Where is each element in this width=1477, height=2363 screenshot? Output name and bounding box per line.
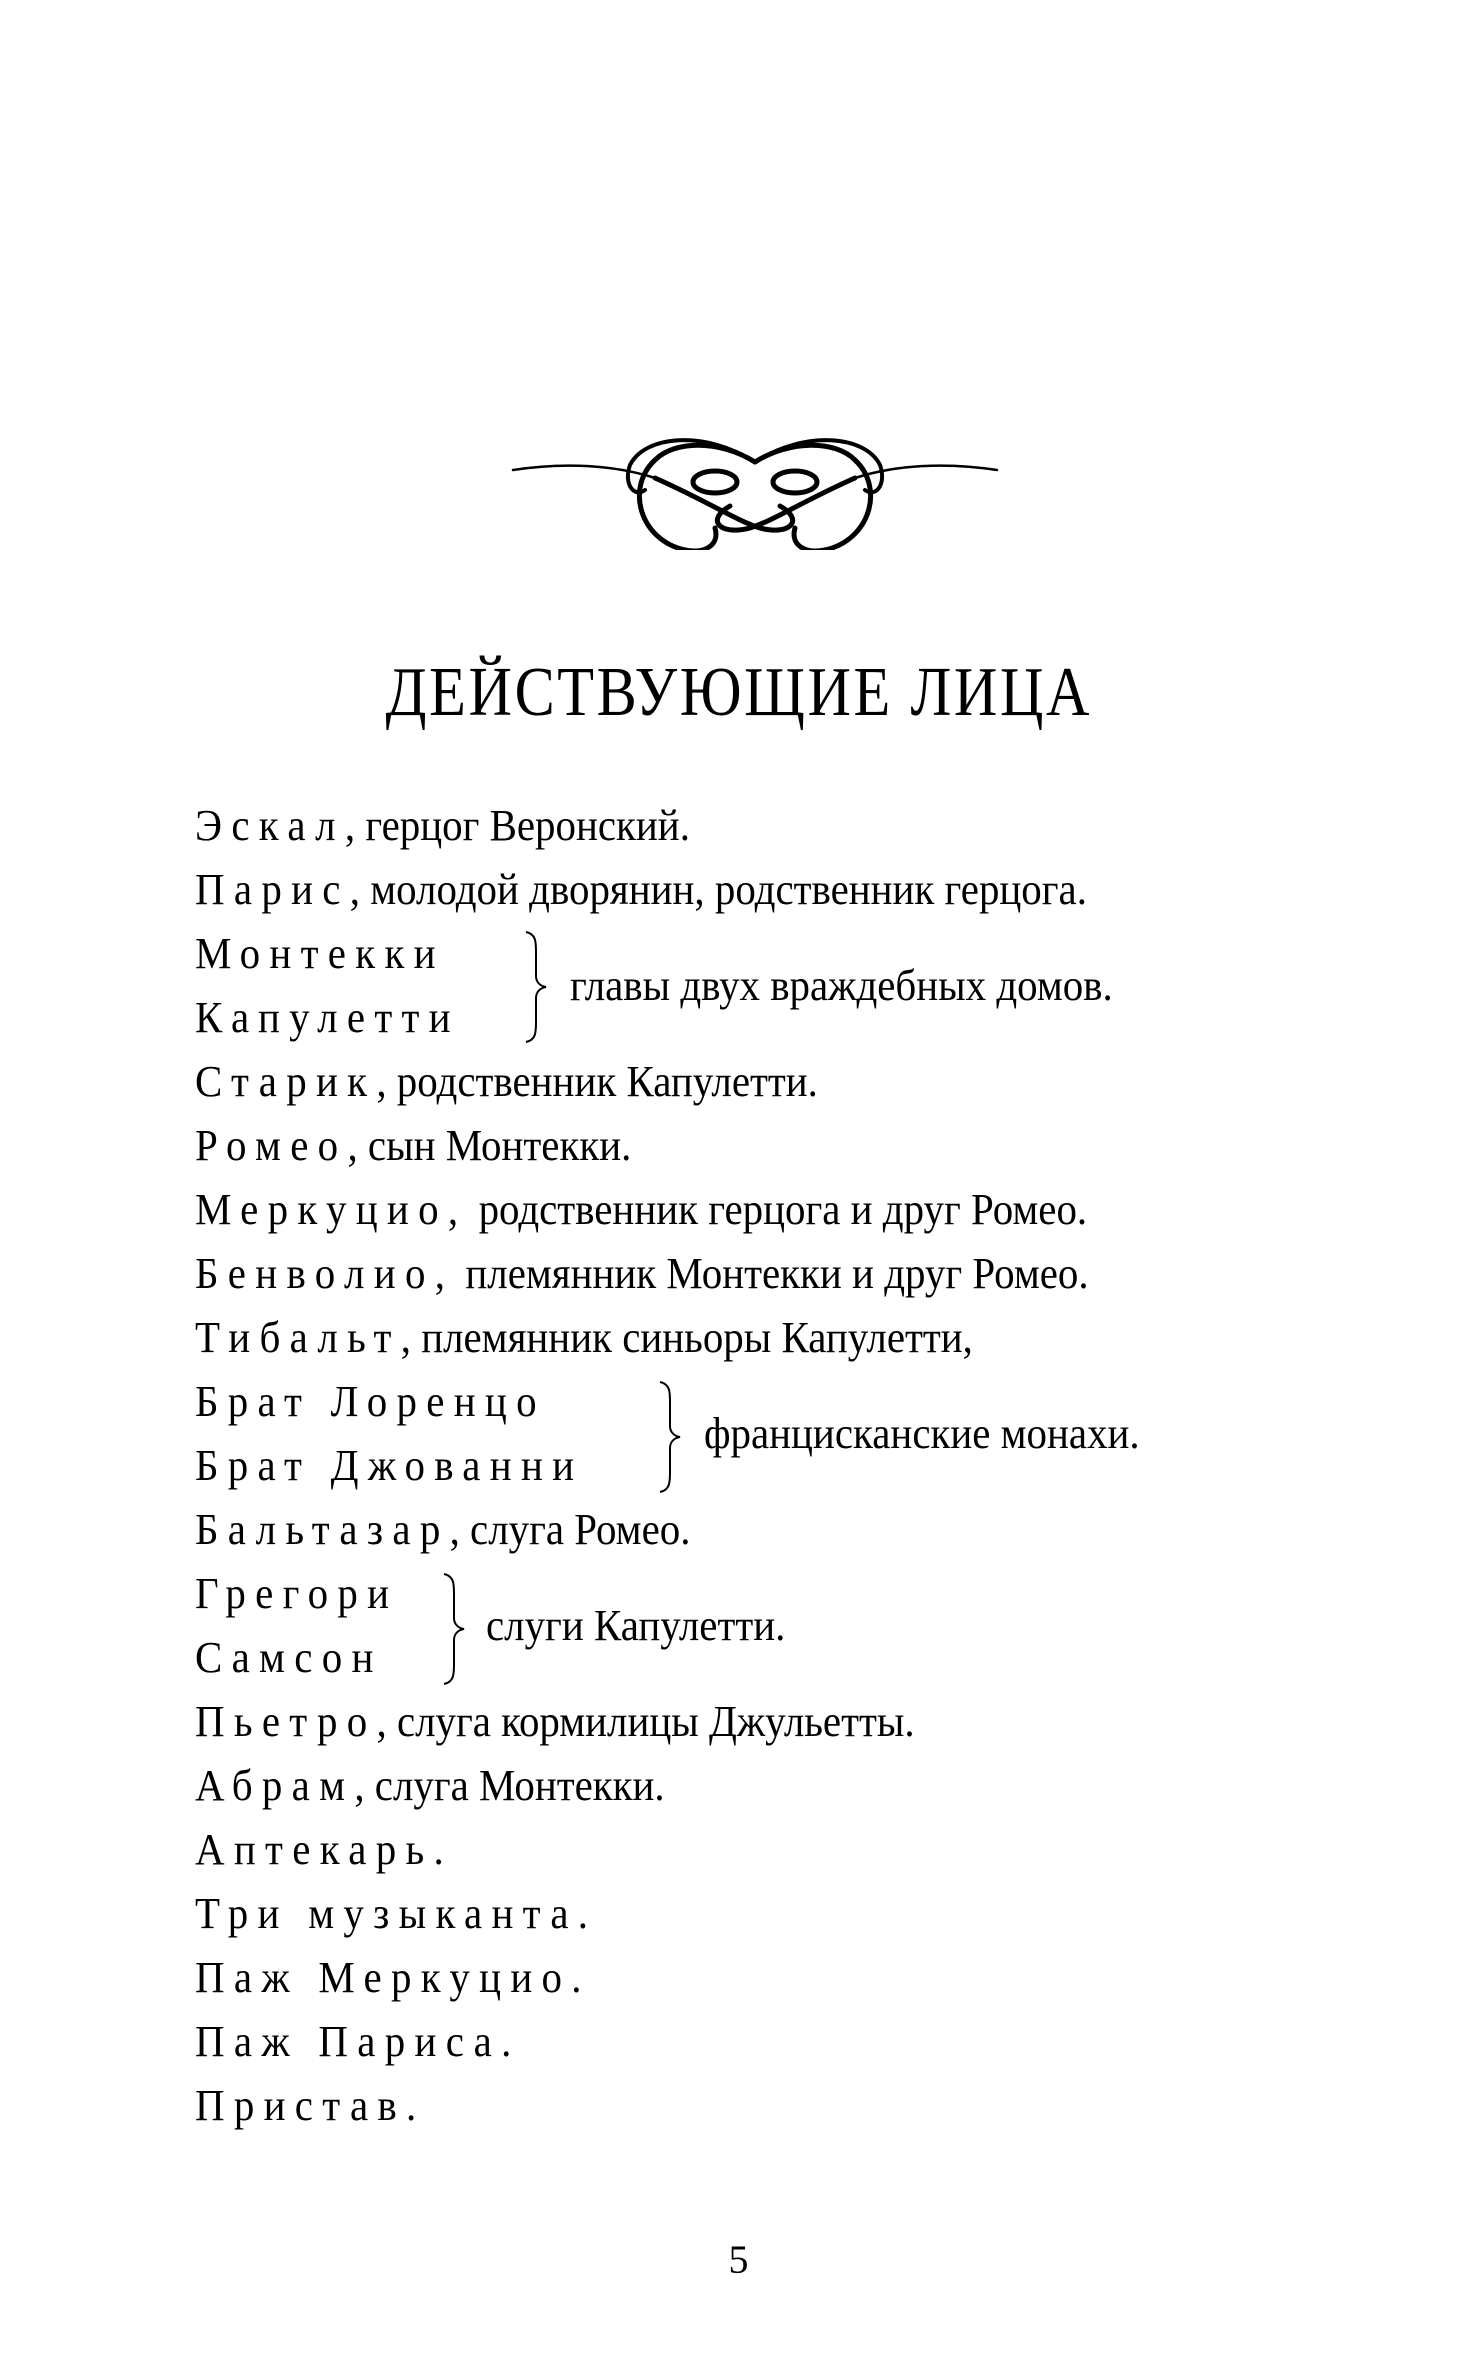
character-name: Эскал bbox=[195, 801, 345, 850]
character-desc: , родственник герцога и друг Ромео. bbox=[447, 1185, 1088, 1234]
character-name: Монтекки bbox=[195, 929, 445, 978]
list-item bbox=[195, 1628, 383, 1688]
page-title-text: ДЕЙСТВУЮЩИЕ ЛИЦА bbox=[385, 654, 1092, 731]
character-name: Брат Лоренцо bbox=[195, 1377, 546, 1426]
list-item bbox=[195, 1564, 398, 1624]
list-item bbox=[195, 1244, 1089, 1304]
character-name: Брат Джованни bbox=[195, 1441, 584, 1490]
list-item bbox=[195, 1436, 583, 1496]
character-desc: . bbox=[501, 2017, 512, 2066]
page-number: 5 bbox=[728, 2237, 749, 2282]
character-desc: . bbox=[433, 1825, 444, 1874]
group-desc: главы двух враждебных домов. bbox=[570, 961, 1113, 1010]
list-item bbox=[195, 2076, 416, 2136]
character-desc: . bbox=[571, 1953, 582, 2002]
list-item bbox=[195, 1308, 973, 1368]
character-name: Меркуцио bbox=[195, 1185, 448, 1234]
list-item bbox=[195, 1948, 582, 2008]
character-name: Паж Париса bbox=[195, 2017, 502, 2066]
character-name: Пристав bbox=[195, 2081, 407, 2130]
character-desc: , племянник синьоры Капулетти, bbox=[400, 1313, 973, 1362]
character-name: Бенволио bbox=[195, 1249, 435, 1298]
group-desc: францисканские монахи. bbox=[704, 1409, 1140, 1458]
list-item bbox=[195, 860, 1087, 920]
list-item bbox=[195, 1500, 690, 1560]
character-name: Капулетти bbox=[195, 993, 460, 1042]
list-item bbox=[195, 2012, 511, 2072]
character-desc: , слуга кормилицы Джульетты. bbox=[376, 1697, 915, 1746]
character-name: Тибальт bbox=[195, 1313, 401, 1362]
character-desc: , сын Монтекки. bbox=[347, 1121, 632, 1170]
character-desc: , слуга Ромео. bbox=[449, 1505, 691, 1554]
character-name: Три музыканта bbox=[195, 1889, 578, 1938]
group-desc: слуги Капулетти. bbox=[486, 1601, 786, 1650]
list-item bbox=[195, 924, 445, 984]
character-name: Старик bbox=[195, 1057, 377, 1106]
list-item bbox=[195, 1372, 546, 1432]
character-desc: , молодой дворянин, родственник герцога. bbox=[349, 865, 1087, 914]
brace-icon bbox=[656, 1380, 686, 1494]
character-name: Ромео bbox=[195, 1121, 348, 1170]
character-name: Самсон bbox=[195, 1633, 383, 1682]
character-desc: , герцог Веронский. bbox=[344, 801, 690, 850]
character-name: Пьетро bbox=[195, 1697, 377, 1746]
list-item bbox=[195, 988, 460, 1048]
list-item bbox=[195, 1052, 818, 1112]
character-desc: , слуга Монтекки. bbox=[354, 1761, 665, 1810]
character-name: Паж Меркуцио bbox=[195, 1953, 572, 2002]
character-name: Грегори bbox=[195, 1569, 399, 1618]
list-item bbox=[195, 1820, 444, 1880]
brace-icon bbox=[522, 930, 552, 1044]
character-desc: , родственник Капулетти. bbox=[376, 1057, 818, 1106]
character-desc: . bbox=[406, 2081, 417, 2130]
ornament-flourish-icon bbox=[505, 410, 1005, 550]
character-desc: . bbox=[577, 1889, 589, 1938]
list-item bbox=[195, 1756, 665, 1816]
list-item bbox=[195, 1180, 1087, 1240]
list-item bbox=[195, 1692, 915, 1752]
list-item bbox=[195, 796, 690, 856]
character-name: Бальтазар bbox=[195, 1505, 450, 1554]
list-item bbox=[195, 1116, 631, 1176]
character-name: Аптекарь bbox=[195, 1825, 434, 1874]
character-name: Абрам bbox=[195, 1761, 355, 1810]
page-title bbox=[0, 648, 1477, 738]
list-item bbox=[195, 1884, 588, 1944]
character-desc: , племянник Монтекки и друг Ромео. bbox=[434, 1249, 1089, 1298]
brace-icon bbox=[440, 1572, 470, 1686]
character-name: Парис bbox=[195, 865, 350, 914]
